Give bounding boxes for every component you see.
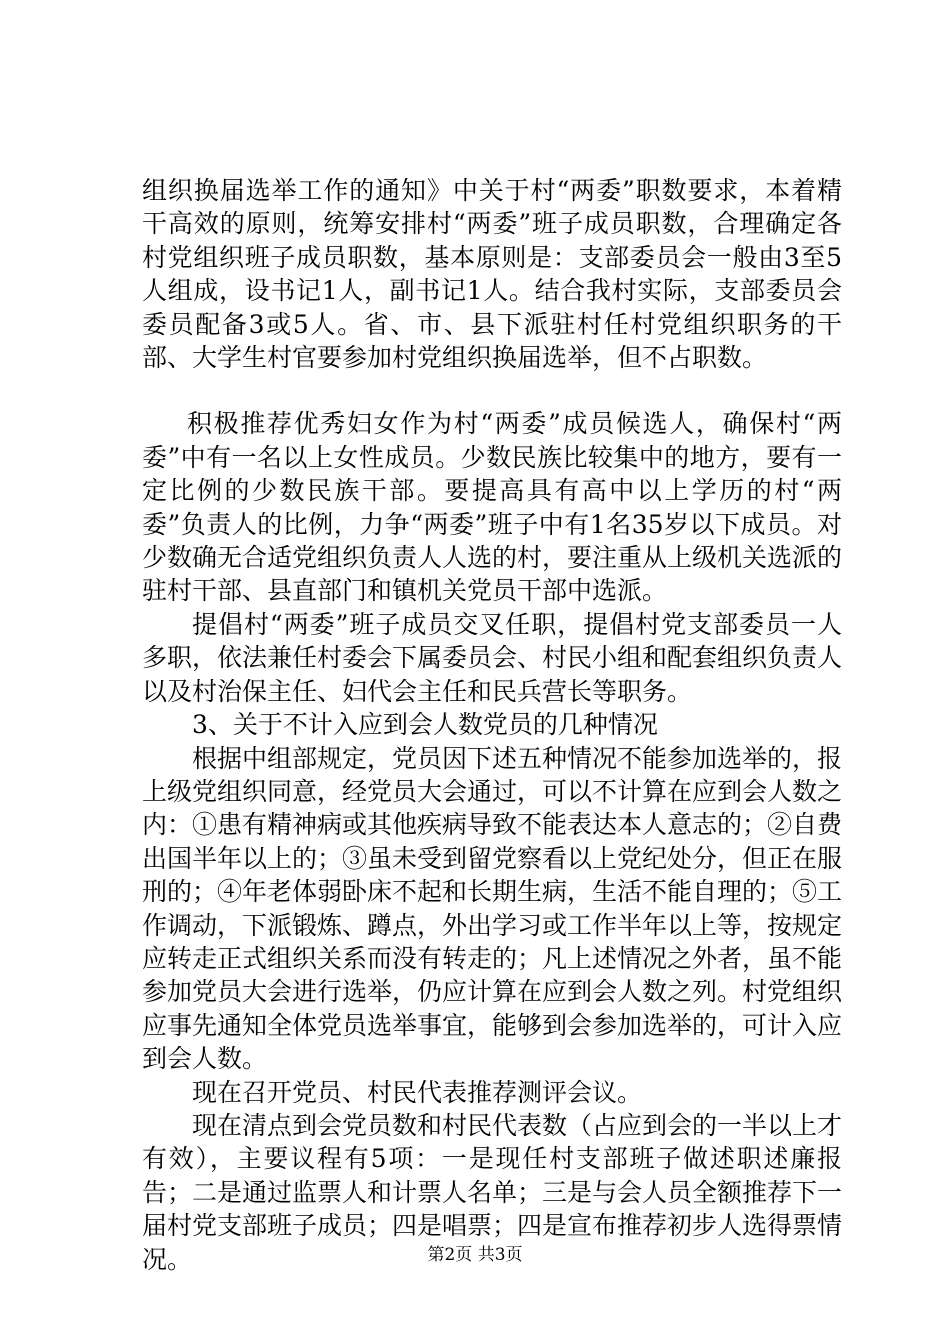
paragraph-continuation: 组织换届选举工作的通知》中关于村“两委”职数要求，本着精干高效的原则，统筹安排村“两委”班子成员职数，合理确定各村党组织班子成员职数，基本原则是：支部委员会一般由3至5人组成，设书记1人，副书记1人。结合我村实际，支部委员会委员配备3或5人。省、市、县下派驻村任村党组织职务的干部、大学生村官要参加村党组织换届选举，但不占职数。 xyxy=(142,176,842,373)
paragraph-agenda: 现在清点到会党员数和村民代表数（占应到会的一半以上才有效），主要议程有5项：一是现任村支部班子做述职述廉报告；二是通过监票人和计票人名单；三是与会人员全额推荐下一届村党支部班子成员；四是唱票；四是宣布推荐初步人选得票情况。 xyxy=(142,1110,843,1274)
section-heading-3: 3、关于不计入应到会人数党员的几种情况 xyxy=(192,710,658,740)
document-body xyxy=(142,174,842,1276)
paragraph-cross-appointment: 提倡村“两委”班子成员交叉任职，提倡村党支部委员一人多职，依法兼任村委会下属委员会、村民小组和配套组织负责人以及村治保主任、妇代会主任和民兵营长等职务。 xyxy=(142,609,843,706)
page-footer: 第2页 共3页 xyxy=(427,1245,523,1265)
paragraph-meeting-open: 现在召开党员、村民代表推荐测评会议。 xyxy=(192,1077,643,1107)
paragraph-exclusion-rules: 根据中组部规定，党员因下述五种情况不能参加选举的，报上级党组织同意，经党员大会通过，可以不计算在应到会人数之内：①患有精神病或其他疾病导致不能表达本人意志的；②自费出国半年以上的；③虽未受到留党察看以上党纪处分，但正在服刑的；④年老体弱卧床不起和长期生病，生活不能自理的；⑤工作调动，下派锻炼、蹲点，外出学习或工作半年以上等，按规定应转走正式组织关系而没有转走的；凡上述情况之外者，虽不能参加党员大会进行选举，仍应计算在应到会人数之列。村党组织应事先通知全体党员选举事宜，能够到会参加选举的，可计入应到会人数。 xyxy=(142,743,843,1074)
paragraph-women-candidates: 积极推荐优秀妇女作为村“两委”成员候选人，确保村“两委”中有一名以上女性成员。少数民族比较集中的地方，要有一定比例的少数民族干部。要提高具有高中以上学历的村“两委”负责人的比例，力争“两委”班子中有1名35岁以下成员。对少数确无合适党组织负责人人选的村，要注重从上级机关选派的驻村干部、县直部门和镇机关党员干部中选派。 xyxy=(142,409,843,606)
